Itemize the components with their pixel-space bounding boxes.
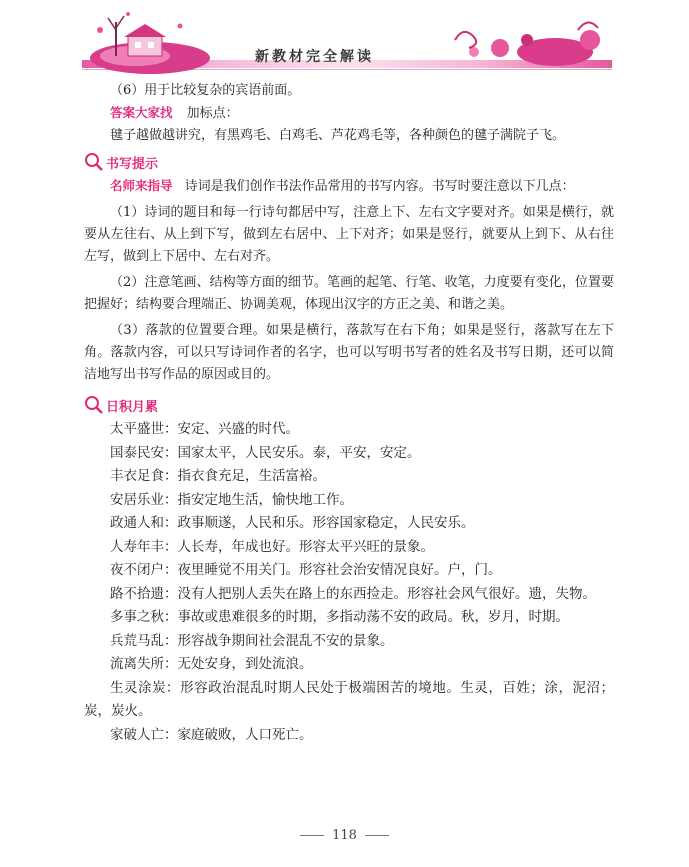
idiom-entry: 政通人和：政事顺遂，人民和乐。形容国家稳定，人民安乐。 (110, 515, 475, 531)
page-number: 118 (332, 828, 357, 843)
answer-label: 答案大家找 (110, 105, 173, 120)
writing-point-3: （3）落款的位置要合理。如果是横行，落款写在右下角；如果是竖行，落款写在左下角。落款内容，可以只写诗词作者的名字，也可以写明书写者的姓名及书写日期，还可以简洁地写出书写作品的原因或目的。 (84, 323, 614, 382)
idiom-entry: 安居乐业：指安定地生活，愉快地工作。 (110, 491, 353, 508)
idiom-entry: 流离失所：无处安身，到处流浪。 (110, 656, 313, 672)
idiom-entry: 兵荒马乱：形容战争期间社会混乱不安的景象。 (110, 632, 394, 649)
writing-point-2: （2）注意笔画、结构等方面的细节。笔画的起笔、行笔、收笔，力度要有变化，位置要把握好；结构要合理端正、协调美观，体现出汉字的方正之美、和谐之美。 (84, 275, 614, 312)
writing-point-1: （1）诗词的题目和每一行诗句都居中写，注意上下、左右文字要对齐。如果是横行，就要从左往右、从上到下写，做到左右居中、上下对齐；如果是竖行，就要从上到下、从右往左写，做到上下居中、左右对齐。 (84, 205, 614, 264)
guide-text: 诗词是我们创作书法作品常用的书写内容。书写时要注意以下几点： (184, 179, 575, 194)
magnifier-icon (84, 152, 104, 172)
answer-body: 毽子越做越讲究，有黑鸡毛、白鸡毛、芦花鸡毛等，各种颜色的毽子满院子飞。 (110, 128, 566, 143)
page-content (84, 80, 614, 747)
idiom-list (84, 418, 614, 747)
header-title: 新教材完全解读 (255, 49, 374, 65)
section-title-accumulate: 日积月累 (106, 399, 159, 415)
idiom-entry: 多事之秋：事故或患难很多的时期，多指动荡不安的政局。秋，岁月，时期。 (110, 609, 569, 625)
answer-line (84, 102, 614, 125)
idiom-entry: 国泰民安：国家太平，人民安乐。泰，平安，安定。 (110, 444, 421, 461)
guide-label: 名师来指导 (110, 178, 173, 193)
footer-dash-right (365, 835, 389, 836)
idiom-entry: 太平盛世：安定、兴盛的时代。 (110, 421, 299, 437)
item-6-text: （6）用于比较复杂的宾语前面。 (110, 83, 301, 98)
section-heading-writing (84, 149, 614, 175)
idiom-entry: 丰衣足食：指衣食充足，生活富裕。 (110, 468, 326, 484)
footer-dash-left (300, 835, 324, 836)
page-header (0, 0, 689, 80)
page-footer (0, 828, 689, 843)
section-heading-accumulate (84, 392, 614, 418)
idiom-entry: 路不拾遗：没有人把别人丢失在路上的东西捡走。形容社会风气很好。遗，失物。 (110, 585, 596, 602)
header-decoration (0, 0, 689, 80)
section-title-writing: 书写提示 (106, 156, 159, 172)
answer-instruction: 加标点： (186, 106, 239, 121)
idiom-entry: 生灵涂炭：形容政治混乱时期人民处于极端困苦的境地。生灵，百姓；涂，泥沼；炭，炭火。 (84, 679, 614, 719)
guide-line (84, 175, 614, 198)
idiom-entry: 夜不闭户：夜里睡觉不用关门。形容社会治安情况良好。户，门。 (110, 562, 502, 578)
idiom-entry: 家破人亡：家庭破败，人口死亡。 (110, 726, 313, 743)
idiom-entry: 人寿年丰：人长寿，年成也好。形容太平兴旺的景象。 (110, 538, 434, 555)
magnifier-icon (84, 395, 104, 415)
